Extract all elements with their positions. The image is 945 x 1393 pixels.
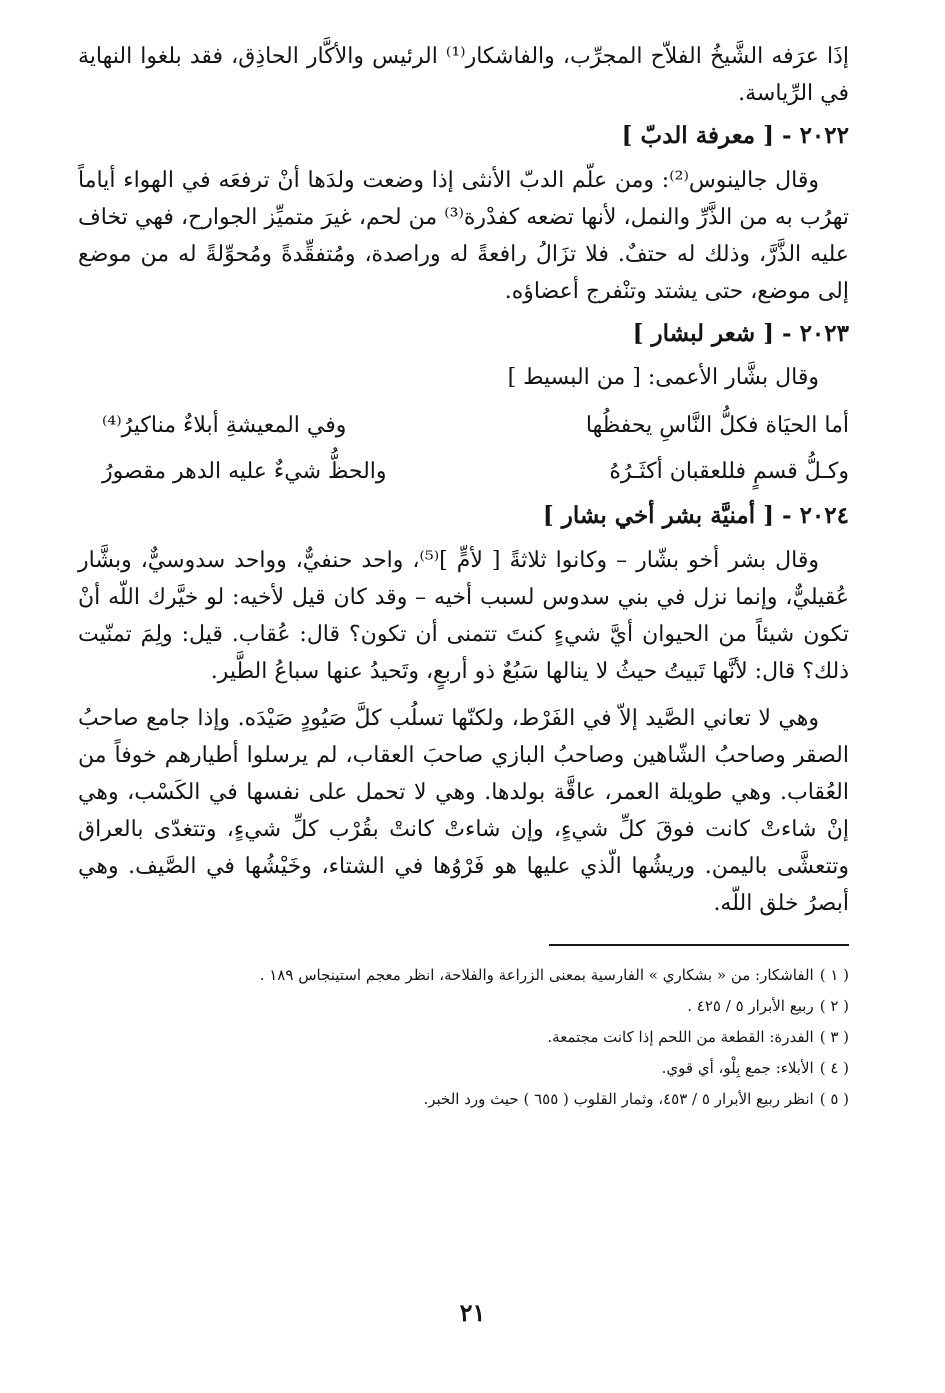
verse-first-hemistich: وكـلُّ قسمٍ فللعقبان أكثَـرُهُ bbox=[609, 459, 849, 484]
section-number: ٢٠٢٢ - bbox=[782, 122, 849, 149]
footnote-text: الفدرة: القطعة من اللحم إذا كانت مجتمعة. bbox=[547, 1028, 814, 1046]
section-number: ٢٠٢٤ - bbox=[782, 502, 849, 529]
verse-first-hemistich: أما الحيَاة فكلُّ النَّاسِ يحفظُها bbox=[585, 413, 849, 438]
footnote bbox=[78, 960, 849, 991]
footnote-number: ( ٥ ) bbox=[819, 1090, 849, 1108]
verse-second-hemistich: والحظُّ شيءٌ عليه الدهر مقصورُ bbox=[102, 459, 387, 484]
paragraph-bishr: وقال بشر أخو بشّار – وكانوا ثلاثةً [ لأمٍّ ]⁽⁵⁾، واحد حنفيٌّ، وواحد سدوسيٌّ، وبشَّار عُقيليٌّ، وإنما نزل في بني سدوس لسبب أخيه – وقد كان قيل لأخيه: لو خيَّرك اللّه أنْ تكون شيئاً من الحيوان أيَّ شيءٍ كنتَ تتمنى أن تكون؟ قال: عُقاب. قيل: ولِمَ تمنّيت ذلك؟ قال: لأنَّها تَبيتُ حيثُ لا ينالها سَبُعٌ ذو أربعٍ، وتَحيدُ عنها سباعُ الطَّير. bbox=[78, 548, 849, 684]
footnote-number: ( ٢ ) bbox=[819, 997, 849, 1015]
verse-second-hemistich: وفي المعيشةِ أبلاءٌ مناكيرُ⁽⁴⁾ bbox=[102, 413, 347, 438]
poem-verse bbox=[78, 452, 849, 492]
footnote-number: ( ١ ) bbox=[819, 966, 849, 984]
footnote bbox=[78, 1022, 849, 1053]
poem bbox=[78, 406, 849, 492]
footnotes bbox=[78, 960, 849, 1115]
section-heading-2024 bbox=[78, 498, 849, 534]
section-heading-2022 bbox=[78, 118, 849, 154]
paragraph-eagle: وهي لا تعاني الصَّيد إلاّ في الفَرْط، ولكنّها تسلُب كلَّ صَيُودٍ صَيْدَه. وإذا جامع صاحبُ الصقر وصاحبُ الشّاهين وصاحبُ البازي صاحبَ العقاب، لم يرسلوا أطيارهم خوفاً من العُقاب. وهي طويلة العمر، عاقَّة بولدها. وهي لا تحمل على نفسها في الكَسْب، وهي إنْ شاءتْ كانت فوقَ كلِّ شيءٍ، وإن شاءتْ كانتْ بقُرْب كلِّ شيءٍ، وتتغدّى بالعراق وتتعشَّى باليمن. وريشُها الّذي عليها هو فَرْوُها في الشتاء، وخَيْشُها في الصَّيف. وهي أبصرُ خلق اللّه. bbox=[78, 706, 849, 916]
paragraph-top: إذَا عرَفه الشَّيخُ الفلاّح المجرِّب، والفاشكار⁽¹⁾ الرئيس والأكَّار الحاذِق، فقد بلغوا النهاية في الرِّياسة. bbox=[78, 44, 850, 106]
section-title: [ أمنيَّة بشر أخي بشار ] bbox=[542, 502, 775, 529]
footnote bbox=[78, 1084, 849, 1115]
poem-intro: وقال بشَّار الأعمى: [ من البسيط ] bbox=[507, 365, 819, 390]
footnote bbox=[78, 1053, 849, 1084]
footnote-number: ( ٤ ) bbox=[819, 1059, 849, 1077]
page-number: ٢١ bbox=[459, 1298, 486, 1327]
poem-verse bbox=[78, 406, 849, 446]
section-title: [ معرفة الدبّ ] bbox=[621, 122, 775, 149]
paragraph-bear: وقال جالينوس⁽²⁾: ومن علّم الدبّ الأنثى إذا وضعت ولدَها أنْ ترفعَه في الهواء أياماً تهرُب به من الذَّرِّ والنمل، لأنها تضعه كفدْرة⁽³⁾ من لحم، غيرَ متميِّز الجوارح، فهي تخاف عليه الذَّرَّ، وذلك له حتفٌ. فلا تزَالُ رافعةً له وراصدة، ومُتفقِّدةً ومُحوِّلةً له من موضع إلى موضع، حتى يشتد وتنْفرج أعضاؤه. bbox=[78, 168, 850, 304]
footnote-text: الفاشكار: من « بشكاري » الفارسية بمعنى الزراعة والفلاحة، انظر معجم استينجاس ١٨٩ . bbox=[259, 966, 814, 984]
section-title: [ شعر لبشار ] bbox=[632, 320, 775, 347]
footnote-text: الأبلاء: جمع بِلْو، أي قوي. bbox=[661, 1059, 814, 1077]
section-number: ٢٠٢٣ - bbox=[782, 320, 849, 347]
footnote-text: ربيع الأبرار ٥ / ٤٢٥ . bbox=[687, 997, 814, 1015]
section-heading-2023 bbox=[78, 316, 849, 352]
footnote bbox=[78, 991, 849, 1022]
footnote-number: ( ٣ ) bbox=[819, 1028, 849, 1046]
footnote-separator bbox=[549, 944, 849, 946]
footnote-text: انظر ربيع الأبرار ٥ / ٤٥٣، وثمار القلوب ( ٦٥٥ ) حيث ورد الخبر. bbox=[423, 1090, 814, 1108]
